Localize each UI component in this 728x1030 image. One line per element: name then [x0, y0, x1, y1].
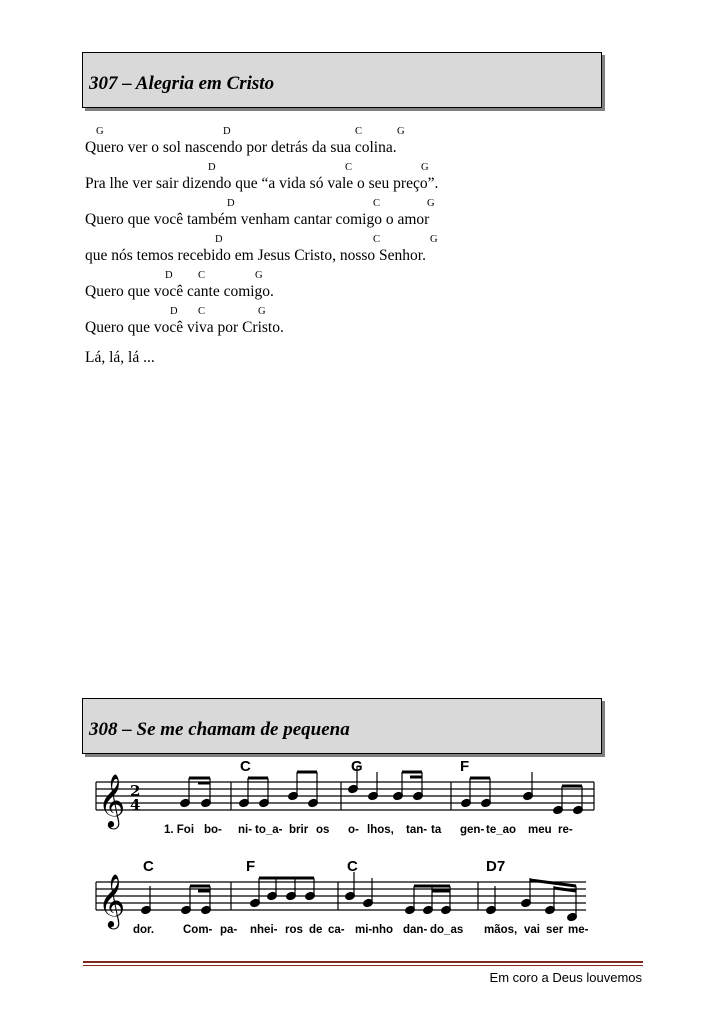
syllable: bo- [204, 824, 222, 836]
footer-divider [83, 961, 643, 963]
song-title-307: 307 – Alegria em Cristo [89, 73, 275, 94]
syllable: gen- [460, 824, 485, 836]
chord: G [255, 270, 263, 281]
chord-line [85, 234, 605, 246]
chord: D [215, 234, 223, 245]
chord-line [85, 306, 605, 318]
chord-line [85, 270, 605, 282]
song-title-box-308 [82, 698, 602, 754]
chord: D [223, 126, 231, 137]
syllable: nhei- [250, 924, 278, 936]
song-title-308: 308 – Se me chamam de pequena [89, 719, 350, 740]
time-signature-bottom: 4 [130, 796, 141, 814]
sheet-music-system-2 [88, 858, 598, 944]
score-chord: F [246, 858, 256, 875]
syllable: me- [568, 924, 589, 936]
syllable: meu [528, 824, 552, 836]
lyric-line: Quero que você viva por Cristo. [85, 319, 284, 336]
chord: D [170, 306, 178, 317]
sheet-music-system-1 [88, 758, 598, 848]
syllable: Com- [183, 924, 213, 936]
syllable: nho [372, 924, 394, 936]
score-chord: C [347, 858, 358, 875]
lyric-line: Pra lhe ver sair dizendo que “a vida só vale o seu preço”. [85, 175, 439, 192]
chord: C [198, 306, 206, 317]
lyric-line: Quero que você também venham cantar comigo o amor [85, 211, 430, 228]
chord: C [355, 126, 363, 137]
score-chord: C [240, 758, 251, 775]
syllable: ser [546, 924, 564, 936]
syllable: dan- [403, 924, 428, 936]
chord: G [430, 234, 438, 245]
treble-clef-icon: 𝄞 [98, 873, 126, 927]
chord: C [345, 162, 353, 173]
chord: C [373, 198, 381, 209]
syllable: to_a- [255, 824, 283, 836]
lyric-line: que nós temos recebido em Jesus Cristo, nosso Senhor. [85, 247, 426, 264]
lyric-line: Quero que você cante comigo. [85, 283, 274, 300]
chord: C [373, 234, 381, 245]
chord: D [227, 198, 235, 209]
score-chord: D7 [486, 858, 506, 875]
footer-divider-thin [83, 965, 643, 966]
chord-line [85, 162, 605, 174]
chord-line [85, 198, 605, 210]
syllable: mi- [355, 924, 373, 936]
syllable: re- [558, 824, 573, 836]
syllable: mãos, [484, 924, 518, 936]
chord: D [208, 162, 216, 173]
chord: G [397, 126, 405, 137]
chord: G [421, 162, 429, 173]
syllable: ta [431, 824, 442, 836]
footer-text: Em coro a Deus louvemos [489, 970, 642, 985]
syllable: te_ao [486, 824, 517, 836]
song-title-box-307 [82, 52, 602, 108]
chord-line [85, 126, 605, 138]
chord: G [427, 198, 435, 209]
syllable: 1. Foi [164, 824, 195, 836]
score-chord: C [143, 858, 154, 875]
syllable: tan- [406, 824, 428, 836]
time-signature-top: 2 [130, 782, 141, 800]
syllable: dor. [133, 924, 155, 936]
treble-clef-icon: 𝄞 [98, 773, 126, 827]
syllable: ros [285, 924, 303, 936]
score-chord: G [351, 758, 363, 775]
syllable: brir [289, 824, 309, 836]
chord: D [165, 270, 173, 281]
syllable: o- [348, 824, 359, 836]
syllable: pa- [220, 924, 238, 936]
chord: G [258, 306, 266, 317]
syllable: ni- [238, 824, 253, 836]
syllable: lhos, [367, 824, 394, 836]
syllable: os [316, 824, 330, 836]
syllable: ca- [328, 924, 345, 936]
lyrics-307 [85, 126, 605, 372]
chord: G [96, 126, 104, 137]
syllable: de [309, 924, 323, 936]
score-chord: F [460, 758, 470, 775]
lyric-extra-line: Lá, lá, lá ... [85, 349, 155, 366]
syllable: do_as [430, 924, 464, 936]
syllable: vai [524, 924, 540, 936]
lyric-line: Quero ver o sol nascendo por detrás da sua colina. [85, 139, 397, 156]
chord: C [198, 270, 206, 281]
